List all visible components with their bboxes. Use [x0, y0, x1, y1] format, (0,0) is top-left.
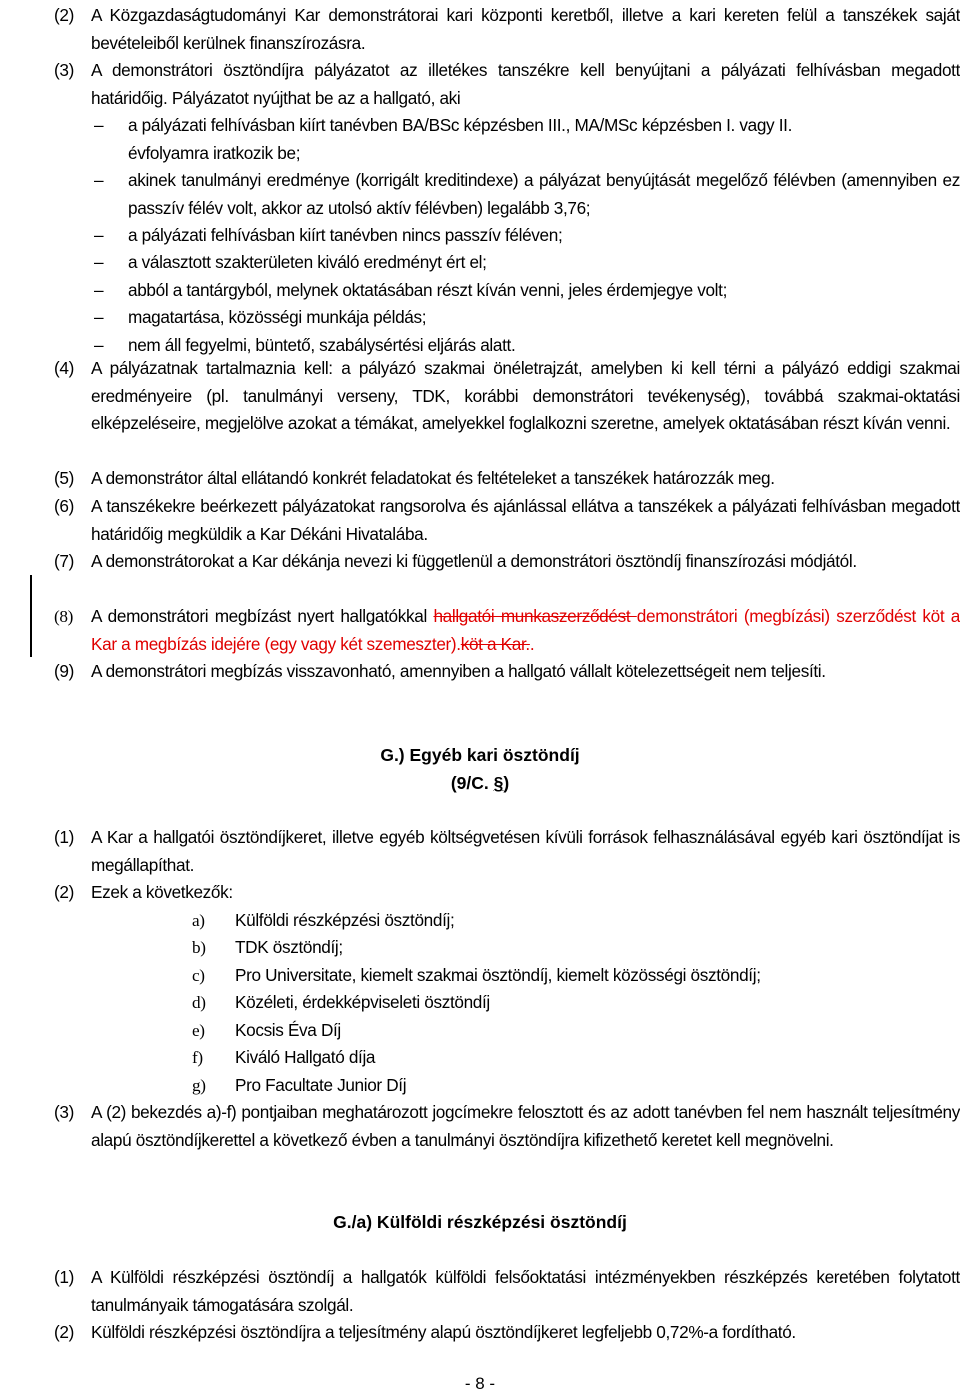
paragraph-text: A demonstrátori ösztöndíjra pályázatot az illetékes tanszékre kell benyújtani a pályázati felhívásban megadott határidőig. Pályázatot nyújthat be az a hallgató, aki [91, 60, 960, 108]
g-paragraph-2 [54, 879, 960, 907]
paragraph-number: (1) [54, 827, 74, 847]
inserted-text: demonstrátori (megbízási) szerződést köt a Kar a megbízás idejére (egy vagy két szemeszter). [91, 606, 960, 654]
sub-item-letter: g) [192, 1076, 206, 1095]
paragraph-number: (3) [54, 60, 74, 80]
paragraph-9 [54, 658, 960, 686]
paragraph-8-text: A demonstrátori megbízást nyert hallgatókkal [91, 606, 434, 626]
paragraph-number: (5) [54, 468, 74, 488]
paragraph-text: A Kar a hallgatói ösztöndíjkeret, illetve egyéb költségvetésen kívüli források felhasználásával egyéb kari ösztöndíjat is megállapíthat. [91, 827, 960, 875]
dash-item-text: magatartása, közösségi munkája példás; [128, 307, 427, 327]
paragraph-5 [54, 465, 960, 493]
paragraph-number: (9) [54, 661, 74, 681]
ga-paragraph-1 [54, 1264, 960, 1319]
sub-item-letter: f) [192, 1048, 203, 1067]
dash-item-text: akinek tanulmányi eredménye (korrigált kreditindexe) a pályázat benyújtását megelőző félévben (amennyiben ez passzív félév volt, akkor az utolsó aktív félévben) legalább 3,76; [128, 170, 960, 218]
paragraph-text: A pályázatnak tartalmaznia kell: a pályázó szakmai önéletrajzát, amelyben ki kell térni a pályázó eddigi szakmai eredményeire (pl. tanulmányi verseny, TDK, korábbi demonstrátori tevékenység), továbbá szakmai-oktatási elképzeléseire, megjelölve azokat a témákat, amelyekkel foglalkozni szeretne, amelyek oktatásában részt kíván venni. [91, 358, 960, 434]
dash-item-text: évfolyamra iratkozik be; [128, 143, 301, 163]
dash-item-1 [94, 112, 960, 140]
paragraph-text: Külföldi részképzési ösztöndíjra a teljesítmény alapú ösztöndíjkeret legfeljebb 0,72%-a fordítható. [91, 1322, 796, 1342]
paragraph-text: A demonstrátor által ellátandó konkrét feladatokat és feltételeket a tanszékek határozzák meg. [91, 468, 775, 488]
heading-reference: (9/C. [450, 773, 494, 793]
sub-item-a [192, 907, 454, 935]
paragraph-number: (4) [54, 358, 74, 378]
section-sign: § [493, 773, 504, 793]
page-number: - 8 - [464, 1374, 496, 1393]
paragraph-3 [54, 57, 960, 112]
dash-item-5 [94, 277, 960, 305]
sub-item-text: TDK ösztöndíj; [235, 937, 343, 957]
g-paragraph-3 [54, 1099, 960, 1154]
paragraph-text: A Külföldi részképzési ösztöndíj a hallgatók külföldi felsőoktatási intézményekben részképzés keretében folytatott tanulmányaik támogatására szolgál. [91, 1267, 960, 1315]
sub-item-letter: d) [192, 993, 206, 1012]
sub-item-text: Pro Facultate Junior Díj [235, 1075, 407, 1095]
sub-item-letter: e) [192, 1021, 205, 1040]
paragraph-number: (1) [54, 1267, 74, 1287]
paragraph-number: (2) [54, 5, 74, 25]
sub-item-text: Kiváló Hallgató díja [235, 1047, 376, 1067]
dash-bullet: – [94, 335, 104, 355]
g-paragraph-1 [54, 824, 960, 879]
paragraph-number: (2) [54, 882, 74, 902]
paragraph-number: (3) [54, 1102, 74, 1122]
dash-bullet: – [94, 225, 104, 245]
paragraph-text: A demonstrátori megbízás visszavonható, amennyiben a hallgató vállalt kötelezettségeit nem teljesíti. [91, 661, 826, 681]
sub-item-e [192, 1017, 341, 1045]
sub-item-g [192, 1072, 406, 1100]
paragraph-number: (8) [54, 607, 73, 626]
section-heading-ga: G./a) Külföldi részképzési ösztöndíj [333, 1212, 627, 1232]
sub-item-text: Közéleti, érdekképviseleti ösztöndíj [235, 992, 490, 1012]
dash-item-text: a pályázati felhívásban kiírt tanévben BA/BSc képzésben III., MA/MSc képzésben I. vagy II. [128, 115, 792, 135]
paragraph-text: A Közgazdaságtudományi Kar demonstrátorai kari központi keretből, illetve a kari kereten felül a tanszékek saját bevételeiből kerülnek finanszírozásra. [91, 5, 960, 53]
sub-item-letter: c) [192, 966, 205, 985]
paragraph-text: A tanszékekre beérkezett pályázatokat rangsorolva és ajánlással ellátva a tanszékek a pályázati felhívásban megadott határidőig megküldik a Kar Dékáni Hivatalába. [91, 496, 960, 544]
sub-item-c [192, 962, 761, 990]
sub-item-text: Pro Universitate, kiemelt szakmai ösztöndíj, kiemelt közösségi ösztöndíj; [235, 965, 761, 985]
sub-item-text: Kocsis Éva Díj [235, 1020, 341, 1040]
sub-item-letter: a) [192, 911, 205, 930]
dash-item-text: a pályázati felhívásban kiírt tanévben nincs passzív féléven; [128, 225, 563, 245]
sub-item-text: Külföldi részképzési ösztöndíj; [235, 910, 455, 930]
dash-item-text: a választott szakterületen kiváló eredményt ért el; [128, 252, 487, 272]
deleted-text: hallgatói munkaszerződést [433, 606, 637, 626]
dash-item-3 [94, 222, 960, 250]
dash-item-4 [94, 249, 960, 277]
paragraph-text: A demonstrátorokat a Kar dékánja nevezi ki függetlenül a demonstrátori ösztöndíj finanszírozási módjától. [91, 551, 857, 571]
dash-item-text: nem áll fegyelmi, büntető, szabálysértési eljárás alatt. [128, 335, 516, 355]
paragraph-text [91, 603, 960, 658]
dash-item-2 [94, 167, 960, 222]
dash-item-text: abból a tantárgyból, melynek oktatásában részt kíván venni, jeles érdemjegye volt; [128, 280, 727, 300]
paragraph-2 [54, 2, 960, 57]
dash-item-1-continuation [94, 140, 960, 168]
inserted-text: . [529, 633, 535, 654]
dash-bullet: – [94, 252, 104, 272]
paragraph-6 [54, 493, 960, 548]
section-heading-g-reference [0, 770, 960, 798]
paragraph-8 [54, 603, 960, 658]
paragraph-text: Ezek a következők: [91, 882, 233, 902]
dash-bullet: – [94, 115, 104, 135]
dash-bullet: – [94, 307, 104, 327]
dash-item-6 [94, 304, 960, 332]
sub-item-b [192, 934, 343, 962]
paragraph-number: (7) [54, 551, 74, 571]
sub-item-f [192, 1044, 375, 1072]
paragraph-number: (2) [54, 1322, 74, 1342]
sub-item-d [192, 989, 490, 1017]
ga-paragraph-2 [54, 1319, 960, 1347]
paragraph-text: A (2) bekezdés a)-f) pontjaiban meghatározott jogcímekre felosztott és az adott tanévben fel nem használt teljesítmény alapú ösztöndíjkerettel a következő évben a tanulmányi ösztöndíjra kifizethető keretet kell megnövelni. [91, 1102, 960, 1150]
paragraph-7 [54, 548, 960, 576]
dash-bullet: – [94, 170, 104, 190]
dash-bullet: – [94, 280, 104, 300]
paragraph-4 [54, 355, 960, 438]
heading-reference-close: ) [503, 773, 510, 793]
change-bar [30, 575, 32, 657]
section-heading-g: G.) Egyéb kari ösztöndíj [380, 745, 580, 765]
paragraph-number: (6) [54, 496, 74, 516]
sub-item-letter: b) [192, 938, 206, 957]
deleted-text: köt a Kar. [460, 633, 530, 654]
